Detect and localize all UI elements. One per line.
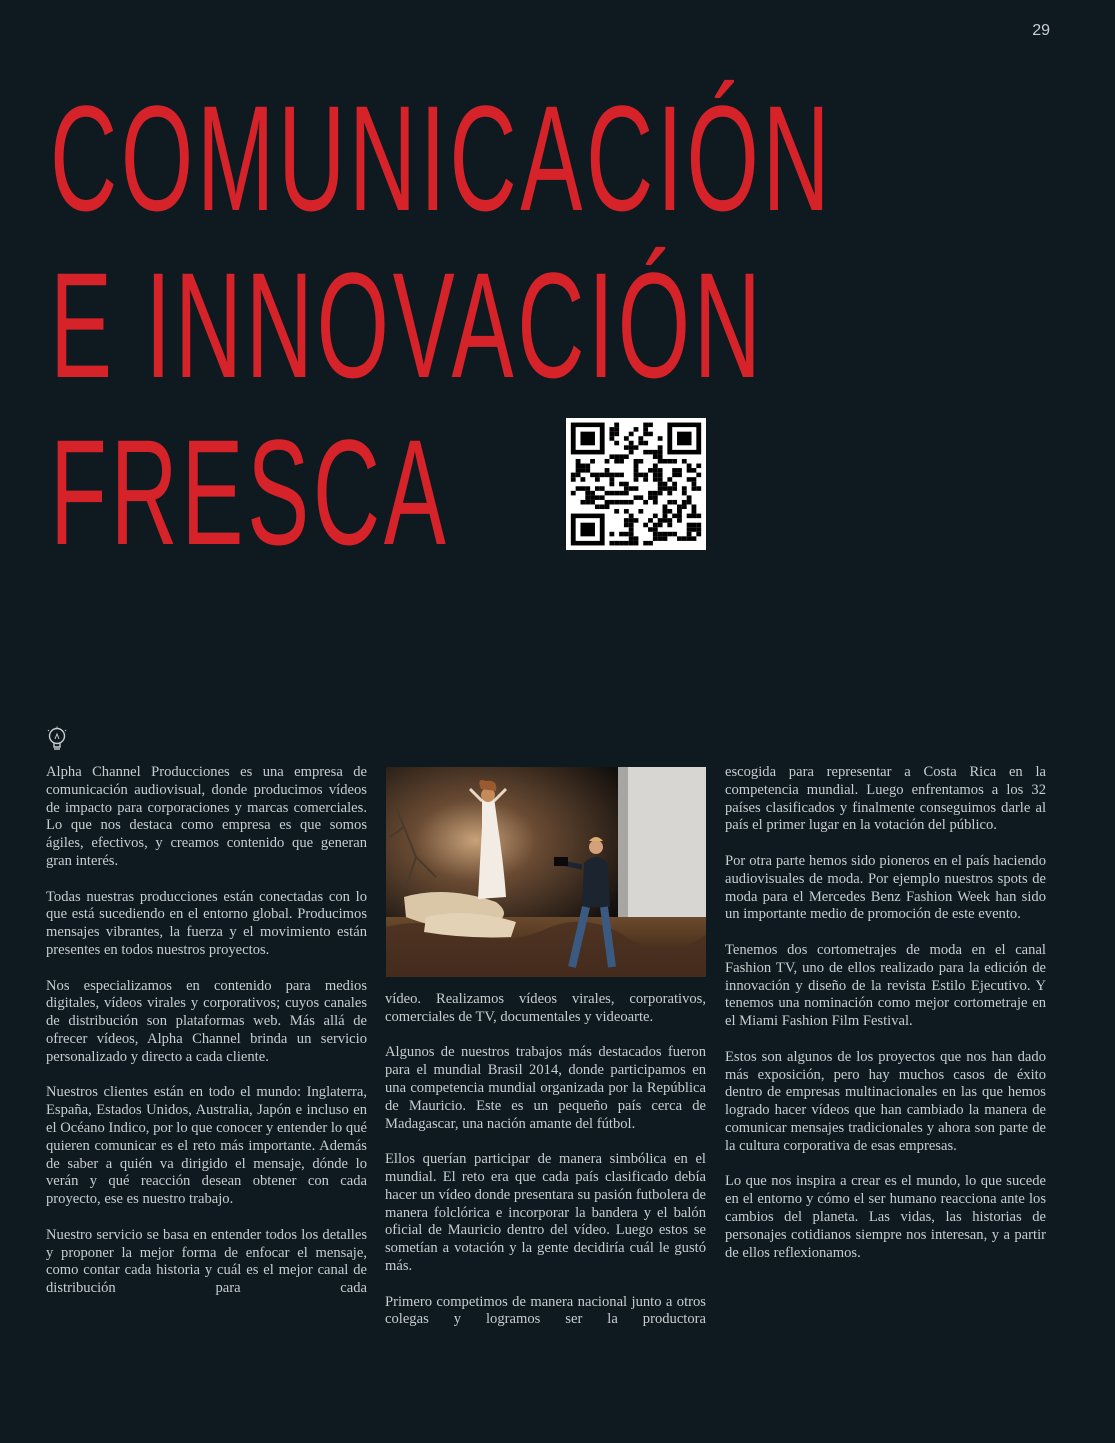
- headline-line-1: COMUNICACIÓN: [50, 74, 834, 242]
- paragraph: Lo que nos inspira a crear es el mundo, lo que sucede en el entorno y cómo el ser humano reacciona ante los cambios del planeta. Las vidas, las historias de personajes cotidianos siempre nos interesan, y a partir de ellos reflexionamos.: [725, 1173, 1046, 1261]
- paragraph: escogida para representar a Costa Rica en la competencia mundial. Luego enfrentamos a los 32 países clasificados y finalmente conseguimos darle al país el primer lugar en la votación del público.: [725, 764, 1046, 834]
- paragraph: Alpha Channel Producciones es una empresa de comunicación audiovisual, donde producimos vídeos de impacto para corporaciones y marcas comerciales. Lo que nos destaca como empresa es que somos ágiles, efectivos, y creamos contenido que generan gran interés.: [46, 764, 367, 869]
- headline-line-3: FRESCA: [50, 408, 450, 576]
- paragraph: Estos son algunos de los proyectos que nos han dado más exposición, pero hay muchos casos de éxito dentro de empresas multinacionales en las que hemos logrado hacer vídeos que han cambiado la manera de comunicar mensajes tradicionales y ahora son parte de la cultura corporativa de esas empresas.: [725, 1048, 1046, 1154]
- paragraph: vídeo. Realizamos vídeos virales, corporativos, comerciales de TV, documentales y videoarte.: [385, 991, 706, 1025]
- paragraph: Primero competimos de manera nacional junto a otros colegas y logramos ser la productora: [385, 1293, 706, 1328]
- article-column-1: [46, 764, 367, 1316]
- paragraph: Nos especializamos en contenido para medios digitales, vídeos virales y corporativos; cuyos canales de distribución son plataformas web. Más allá de ofrecer vídeos, Alpha Channel brinda un servicio personalizado y directo a cada cliente.: [46, 977, 367, 1065]
- article-column-3: [725, 764, 1046, 1280]
- headline: [50, 75, 833, 576]
- photo-film-shoot: [386, 767, 706, 977]
- headline-line-2: E INNOVACIÓN: [50, 241, 765, 409]
- paragraph: Tenemos dos cortometrajes de moda en el canal Fashion TV, uno de ellos realizado para la edición de innovación y diseño de la revista Estilo Ejecutivo. Y tenemos una nominación como mejor cortometraje en el Miami Fashion Film Festival.: [725, 941, 1046, 1030]
- article-column-2: [385, 991, 706, 1347]
- page-number: 29: [1032, 22, 1050, 39]
- lightbulb-icon: [46, 726, 68, 752]
- paragraph: Nuestro servicio se basa en entender todos los detalles y proponer la mejor forma de enfocar el mensaje, como contar cada historia y cuál es el mejor canal de distribución para cada: [46, 1226, 367, 1297]
- paragraph: Ellos querían participar de manera simbólica en el mundial. El reto era que cada país clasificado debía hacer un vídeo donde presentara su pasión futbolera de manera folclórica e incorporar la bandera y el balón oficial de Mauricio dentro del vídeo. Luego estos se sometían a votación y la gente decidiría cuál le gustó más.: [385, 1151, 706, 1274]
- paragraph: Algunos de nuestros trabajos más destacados fueron para el mundial Brasil 2014, donde participamos en una competencia mundial organizada por la República de Mauricio. Este es un pequeño país cerca de Madagascar, una nación amante del fútbol.: [385, 1044, 706, 1132]
- qr-code-icon[interactable]: [566, 418, 706, 550]
- paragraph: Todas nuestras producciones están conectadas con lo que está sucediendo en el entorno global. Producimos mensajes vibrantes, la fuerza y el movimiento están presentes en todos nuestros proyectos.: [46, 888, 367, 958]
- paragraph: Por otra parte hemos sido pioneros en el país haciendo audiovisuales de moda. Por ejemplo nuestros spots de moda para el Mercedes Benz Fashion Week han sido un importante medio de promoción de este evento.: [725, 852, 1046, 923]
- paragraph: Nuestros clientes están en todo el mundo: Inglaterra, España, Estados Unidos, Australia, Japón e incluso en el Océano Indico, por lo que conocer y entender lo qué quieren comunicar es el reto más importante. Además de saber a quién va dirigido el mensaje, dónde lo verán y qué reacción desean obtener con cada proyecto, ese es nuestro trabajo.: [46, 1084, 367, 1208]
